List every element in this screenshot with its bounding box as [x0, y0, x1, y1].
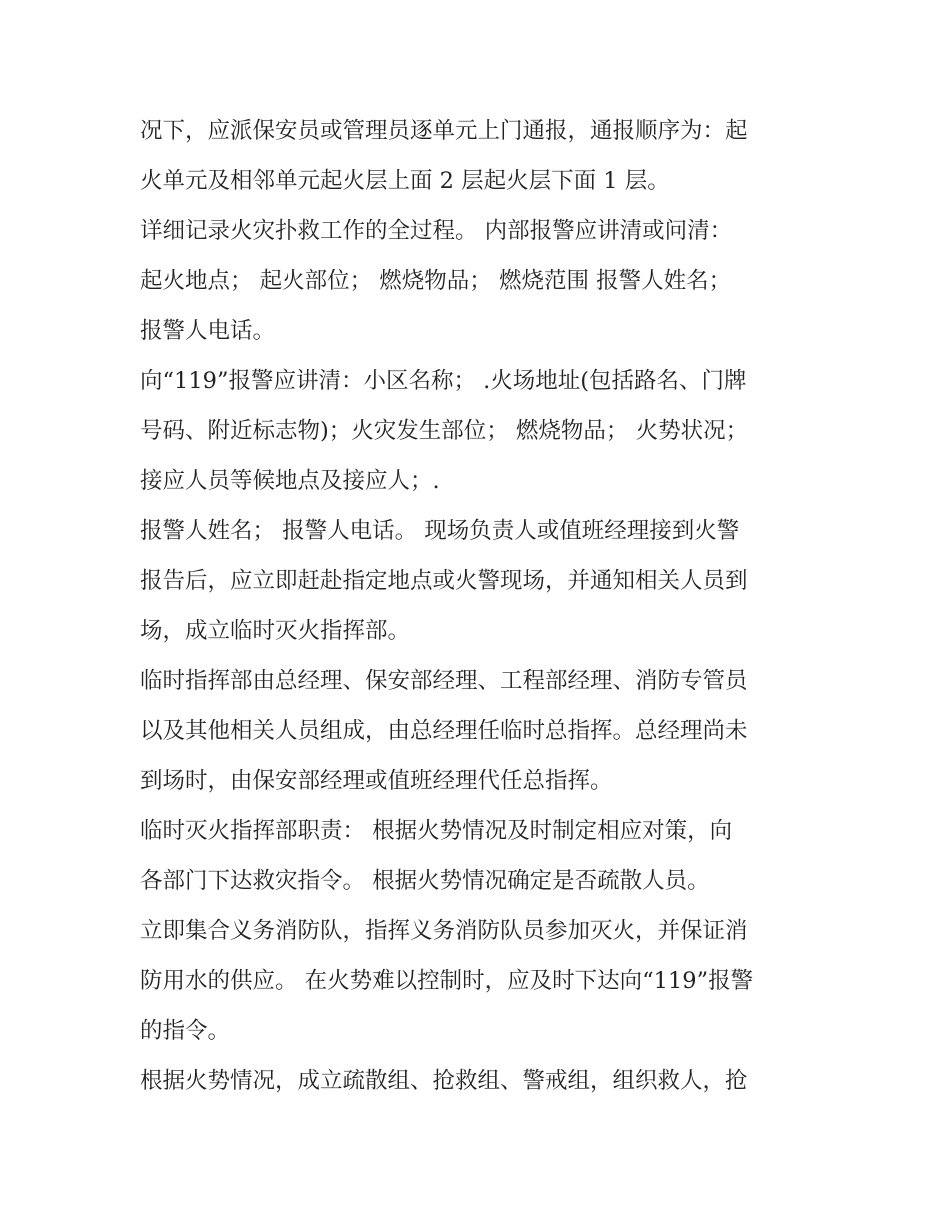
text-line: 号码、附近标志物)；火灾发生部位； 燃烧物品； 火势状况； [140, 418, 749, 444]
text-line: 起火地点； 起火部位； 燃烧物品； 燃烧范围 报警人姓名； [140, 268, 732, 294]
text-line: 接应人员等候地点及接应人；. [140, 468, 440, 494]
paragraph-command-duties [140, 812, 820, 900]
text-line: 临时指挥部由总经理、保安部经理、工程部经理、消防专管员 [140, 668, 748, 694]
paragraph-internal-alarm [140, 212, 820, 350]
paragraph-response-groups [140, 1062, 820, 1100]
text-line: 的指令。 [140, 1018, 231, 1044]
text-line: 场，成立临时灭火指挥部。 [140, 618, 411, 644]
paragraph-119-alarm [140, 362, 820, 500]
text-line: 以及其他相关人员组成，由总经理任临时总指挥。总经理尚未 [140, 718, 748, 744]
text-line: 立即集合义务消防队，指挥义务消防队员参加灭火，并保证消 [140, 918, 748, 944]
text-line: 详细记录火灾扑救工作的全过程。 内部报警应讲清或问清： [140, 218, 733, 244]
document-body [140, 112, 820, 1112]
text-line: 各部门下达救灾指令。 根据火势情况确定是否疏散人员。 [140, 868, 710, 894]
paragraph-command-composition [140, 662, 820, 800]
text-line: 临时灭火指挥部职责： 根据火势情况及时制定相应对策，向 [140, 818, 733, 844]
text-line: 防用水的供应。 在火势难以控制时，应及时下达向“119”报警 [140, 968, 754, 994]
text-line: 报警人电话。 [140, 318, 276, 344]
paragraph-volunteer-brigade [140, 912, 820, 1050]
text-line: 根据火势情况，成立疏散组、抢救组、警戒组，组织救人，抢 [140, 1068, 748, 1094]
text-line: 向“119”报警应讲清：小区名称； .火场地址(包括路名、门牌 [140, 368, 747, 394]
paragraph-on-site-response [140, 512, 820, 650]
text-line: 况下，应派保安员或管理员逐单元上门通报，通报顺序为：起 [140, 118, 748, 144]
text-line: 火单元及相邻单元起火层上面 2 层起火层下面 1 层。 [140, 168, 670, 194]
text-line: 报警人姓名； 报警人电话。 现场负责人或值班经理接到火警 [140, 518, 740, 544]
text-line: 报告后，应立即赶赴指定地点或火警现场，并通知相关人员到 [140, 568, 748, 594]
paragraph-fire-notification [140, 112, 820, 200]
text-line: 到场时，由保安部经理或值班经理代任总指挥。 [140, 768, 613, 794]
